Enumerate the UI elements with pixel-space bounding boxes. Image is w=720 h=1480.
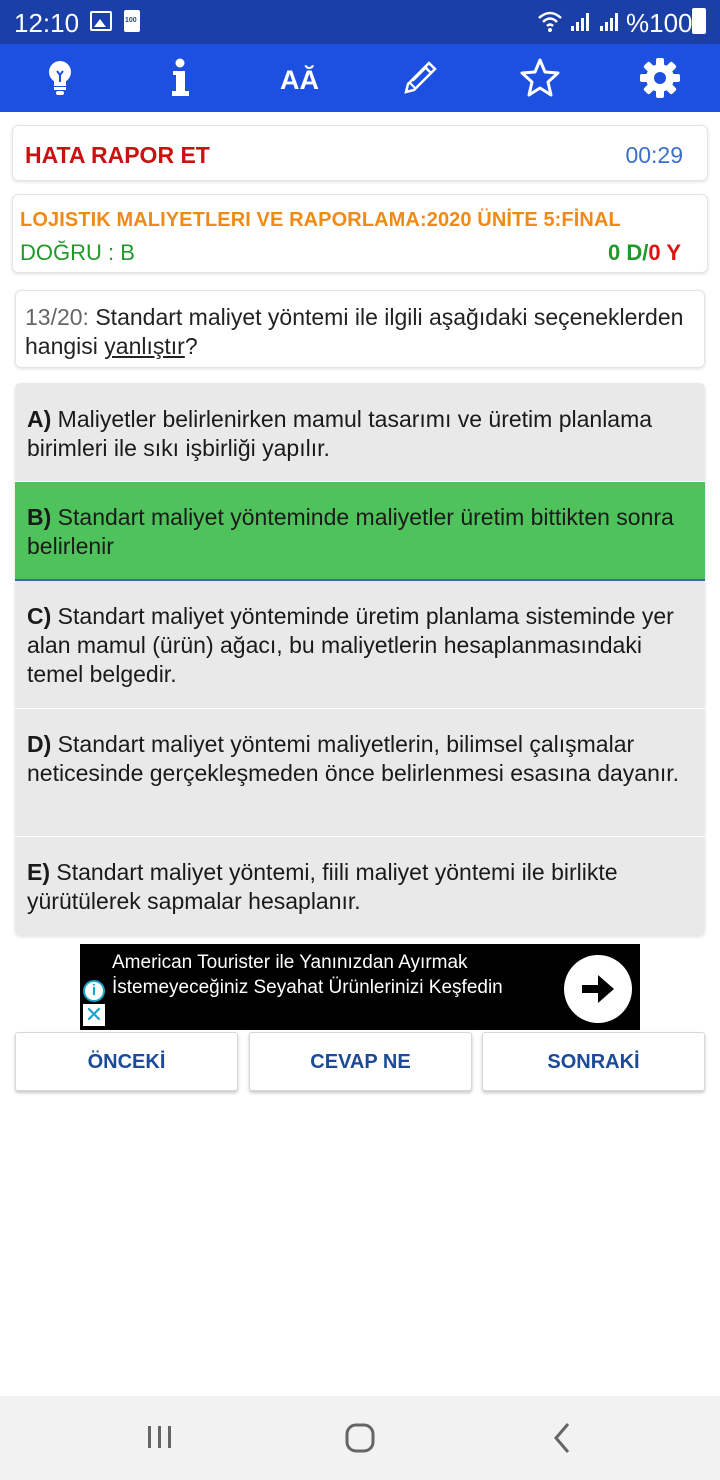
gear-icon xyxy=(638,56,682,100)
option-text: Standart maliyet yönteminde maliyetler üretim bittikten sonra belirlenir xyxy=(27,504,674,559)
question-card xyxy=(15,290,705,368)
option-letter: C) xyxy=(27,603,52,629)
option-text: Maliyetler belirlenirken mamul tasarımı ve üretim planlama birimleri ile sıkı işbirliği yapılır. xyxy=(27,406,653,461)
ad-info-icon[interactable]: i xyxy=(83,980,105,1002)
score xyxy=(608,240,681,266)
report-error-button[interactable]: HATA RAPOR ET xyxy=(25,142,210,168)
font-size-button[interactable] xyxy=(276,54,324,102)
battery-percent: %100 xyxy=(626,8,693,38)
battery-notification-label: 100 xyxy=(125,17,137,24)
ad-close-icon[interactable]: ✕ xyxy=(84,1002,104,1027)
home-icon[interactable] xyxy=(338,1416,382,1460)
question-body: Standart maliyet yöntemi ile ilgili aşağıdaki seçeneklerden hangisi xyxy=(25,304,684,359)
answer-options xyxy=(15,383,705,936)
timer: 00:29 xyxy=(625,142,683,168)
wifi-icon xyxy=(537,8,563,34)
system-nav-bar xyxy=(0,1396,720,1480)
previous-button[interactable]: ÖNCEKİ xyxy=(15,1032,238,1091)
toolbar xyxy=(0,44,720,112)
signal-sim2-icon xyxy=(598,10,620,32)
option-c[interactable] xyxy=(15,581,705,709)
option-b[interactable] xyxy=(15,482,705,581)
edit-button[interactable] xyxy=(396,54,444,102)
gallery-notification-icon xyxy=(90,11,112,31)
hint-button[interactable] xyxy=(36,54,84,102)
settings-button[interactable] xyxy=(636,54,684,102)
question-text xyxy=(25,303,685,361)
option-e[interactable] xyxy=(15,837,705,936)
ad-text: American Tourister ile Yanınızdan Ayırmak İstemeyeceğiniz Seyahat Ürünlerinizi Keşfedin xyxy=(112,952,503,998)
score-wrong: 0 Y xyxy=(648,240,681,265)
question-keyword: yanlıştır xyxy=(104,333,185,359)
battery-icon xyxy=(692,8,706,34)
option-text: Standart maliyet yöntemi, fiili maliyet yöntemi ile birlikte yürütülerek sapmalar hesaplanır. xyxy=(27,859,618,914)
course-info-card xyxy=(12,194,708,273)
status-bar xyxy=(0,0,720,44)
pencil-icon xyxy=(398,56,442,100)
question-end: ? xyxy=(184,333,198,359)
ad-open-button[interactable] xyxy=(564,955,632,1023)
correct-answer: DOĞRU : B xyxy=(20,240,135,265)
report-card xyxy=(12,125,708,181)
option-text: Standart maliyet yöntemi maliyetlerin, bilimsel çalışmalar neticesinde gerçekleşmeden önce belirlenmesi esasına dayanır. xyxy=(27,731,680,786)
signal-sim1-icon xyxy=(569,10,591,32)
font-size-icon xyxy=(278,56,322,100)
option-a[interactable] xyxy=(15,383,705,482)
lightbulb-icon xyxy=(38,56,82,100)
font-size-label: AĂ xyxy=(280,65,319,95)
favorite-button[interactable] xyxy=(516,54,564,102)
course-title: LOJISTIK MALIYETLERI VE RAPORLAMA:2020 ÜNİTE 5:FİNAL xyxy=(20,209,621,231)
score-separator: / xyxy=(642,240,649,265)
info-icon xyxy=(158,56,202,100)
status-time: 12:10 xyxy=(14,8,80,38)
score-correct: 0 D xyxy=(608,240,643,265)
ad-banner[interactable] xyxy=(80,944,640,1030)
show-answer-button[interactable]: CEVAP NE xyxy=(249,1032,472,1091)
info-button[interactable] xyxy=(156,54,204,102)
back-icon[interactable] xyxy=(540,1416,584,1460)
option-letter: B) xyxy=(27,504,52,530)
option-letter: E) xyxy=(27,859,50,885)
question-number: 13/20: xyxy=(25,304,89,330)
recent-apps-icon[interactable] xyxy=(138,1416,182,1460)
option-letter: A) xyxy=(27,406,52,432)
option-text: Standart maliyet yönteminde üretim planlama sisteminde yer alan mamul (ürün) ağacı, bu maliyetlerin hesaplanmasındaki temel belgedir. xyxy=(27,603,674,687)
star-icon xyxy=(518,56,562,100)
battery-notification-icon xyxy=(124,10,140,32)
option-letter: D) xyxy=(27,731,52,757)
next-button[interactable]: SONRAKİ xyxy=(482,1032,705,1091)
option-d[interactable] xyxy=(15,709,705,837)
arrow-right-icon xyxy=(578,969,618,1009)
